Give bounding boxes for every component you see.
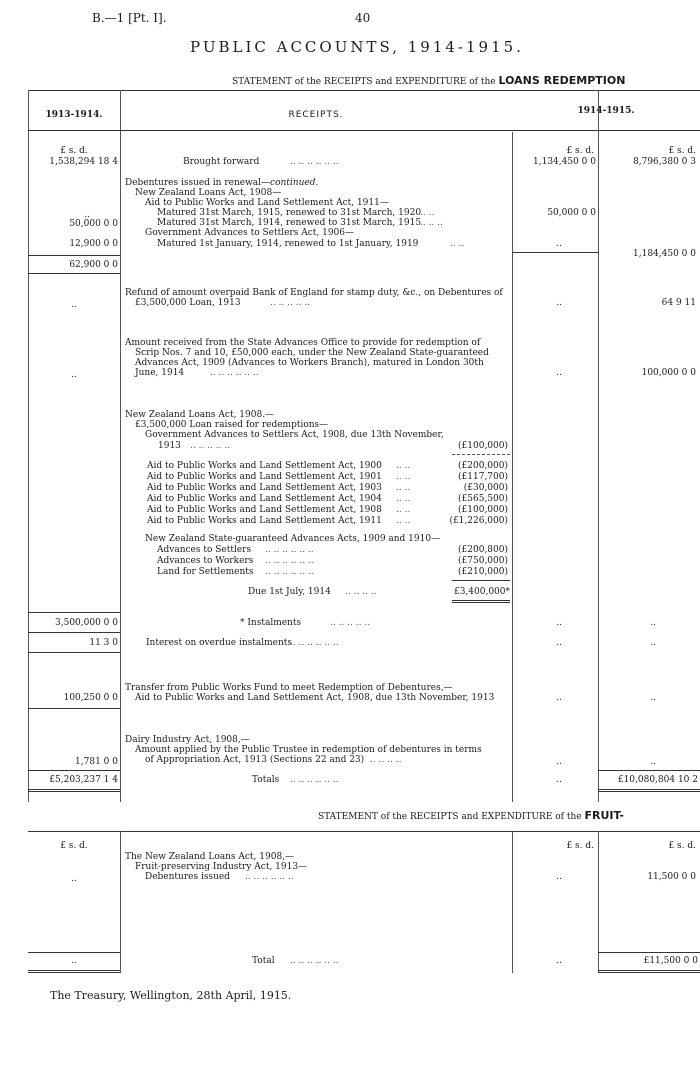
rule (28, 632, 120, 633)
rule-header (28, 130, 700, 131)
nzla-gov-amt: (£100,000) (458, 441, 508, 451)
instal-prev: 3,500,000 0 0 (55, 618, 118, 628)
page-ref: B.—1 [Pt. I]. (92, 11, 167, 25)
refund-l2: £3,500,000 Loan, 1913 (135, 298, 241, 308)
rule (512, 252, 598, 253)
rule-left (28, 90, 29, 802)
dots: .. .. .. .. .. .. (265, 567, 314, 577)
rule (28, 789, 120, 792)
col-prev-header: 1913-1914. (45, 110, 103, 120)
nzla-item-label: Aid to Public Works and Land Settlement Act, 1911 (147, 516, 382, 526)
col-curr-header: 1914-1915. (577, 106, 635, 116)
adv-l1: Amount received from the State Advances Office to provide for redemption of (125, 338, 481, 348)
instal-b: .. (650, 618, 656, 628)
rule (28, 831, 700, 832)
brought-a: 1,134,450 0 0 (533, 157, 596, 167)
dairy-l2: Amount applied by the Public Trustee in redemption of debentures in terms (135, 745, 482, 755)
refund-l1: Refund of amount overpaid Bank of England for stamp duty, &c., on Debentures of (125, 288, 503, 298)
adv-b: 100,000 0 0 (641, 368, 696, 378)
rule (598, 970, 700, 973)
transfer-a: .. (556, 693, 562, 703)
totals-a: .. (556, 775, 562, 785)
interest-label: Interest on overdue instalments (146, 638, 293, 648)
deb-m1: Matured 31st March, 1915, renewed to 31st March, 1920 (157, 208, 422, 218)
adv-prev: .. (71, 370, 77, 380)
dots: .. .. .. .. .. .. (265, 545, 314, 555)
rule (598, 952, 700, 953)
footer-text: The Treasury, Wellington, 28th April, 1915. (50, 989, 292, 1002)
dots: .. .. .. .. .. .. (290, 638, 339, 648)
totals-b: £10,080,804 10 2 (617, 775, 698, 785)
adv-a: .. (556, 368, 562, 378)
rule (28, 970, 120, 973)
dairy-l3: of Appropriation Act, 1913 (Sections 22 and 23) (145, 755, 365, 765)
adv-l3: Advances Act, 1909 (Advances to Workers Branch), matured in London 30th (135, 358, 484, 368)
rule (512, 831, 513, 973)
s2-l3: Debentures issued (145, 872, 230, 882)
dots: .. .. .. .. .. (270, 298, 311, 308)
col-receipts-header: RECEIPTS. (288, 110, 344, 120)
deb-b-total: 1,184,450 0 0 (633, 249, 696, 259)
rule (28, 708, 120, 709)
nzla-item-amount: (£100,000) (458, 505, 508, 515)
brought-label: Brought forward (183, 157, 260, 167)
nzla-item-amount: (£200,000) (458, 461, 508, 471)
dots: .. .. (396, 461, 411, 471)
nzla-item-amount: (£30,000) (463, 483, 508, 493)
rule (28, 612, 120, 613)
brought-b: 8,796,380 0 3 (633, 157, 696, 167)
rule (28, 255, 120, 256)
rule (452, 454, 510, 455)
totals-label: Totals (252, 775, 280, 785)
deb-m3: Matured 1st January, 1914, renewed to 1st January, 1919 (157, 239, 419, 249)
s2-unit-a: £ s. d. (566, 841, 594, 851)
adv-l2: Scrip Nos. 7 and 10, £50,000 each, under the New Zealand State-guaranteed (135, 348, 489, 358)
dots: .. .. .. .. .. (190, 441, 231, 451)
rule (452, 580, 510, 581)
rule-col3 (598, 90, 599, 802)
sg-item-amount: (£750,000) (458, 556, 508, 566)
s2-unit-b: £ s. d. (668, 841, 696, 851)
rule (598, 789, 700, 792)
page-title: PUBLIC ACCOUNTS, 1914-1915. (190, 38, 524, 56)
dots: .. .. (420, 208, 435, 218)
rule (28, 273, 120, 274)
sg-item-label: Advances to Settlers (157, 545, 252, 555)
deb-prev-m3: 12,900 0 0 (69, 239, 118, 249)
refund-b: 64 9 11 (661, 298, 696, 308)
nzla-item-amount: (£565,500) (458, 494, 508, 504)
deb-prev-total: 62,900 0 0 (69, 260, 118, 270)
interest-prev: 11 3 0 (89, 638, 118, 648)
s2-total-prev: .. (71, 956, 77, 966)
sg-item-label: Advances to Workers (157, 556, 254, 566)
page-number: 40 (355, 11, 371, 25)
dairy-a: .. (556, 757, 562, 767)
nzla-item-label: Aid to Public Works and Land Settlement Act, 1903 (147, 483, 382, 493)
transfer-b: .. (650, 693, 656, 703)
dots: .. .. .. .. (370, 755, 402, 765)
s2-l2: Fruit-preserving Industry Act, 1913— (135, 862, 308, 872)
dots: .. .. (396, 472, 411, 482)
nzla-item-label: Aid to Public Works and Land Settlement Act, 1908 (147, 505, 382, 515)
statement2-title: STATEMENT of the RECEIPTS and EXPENDITURE of the FRUIT- (318, 809, 624, 822)
nzla-item-amount: (£117,700) (458, 472, 508, 482)
unit-curr-b: £ s. d. (668, 146, 696, 156)
transfer-l1: Transfer from Public Works Fund to meet Redemption of Debentures,— (125, 683, 453, 693)
nzla-gov1: Government Advances to Settlers Act, 1908, due 13th November, (145, 430, 444, 440)
rule (598, 770, 700, 771)
deb-m2: Matured 31st March, 1914, renewed to 31st March, 1915 (157, 218, 422, 228)
deb-prev-m2: 50,000 0 0 (69, 219, 118, 229)
dairy-l1: Dairy Industry Act, 1908,— (125, 735, 250, 745)
dots: .. .. (396, 494, 411, 504)
nzla-due: Due 1st July, 1914 (248, 587, 331, 597)
dairy-prev: 1,781 0 0 (75, 757, 118, 767)
s2-l1: The New Zealand Loans Act, 1908,— (125, 852, 295, 862)
nzla-due-amt: £3,400,000* (453, 587, 510, 597)
dots: .. .. .. .. .. (330, 618, 371, 628)
rule (452, 600, 510, 603)
s2-b: 11,500 0 0 (647, 872, 696, 882)
dots: .. .. .. .. .. .. (265, 556, 314, 566)
rule-top (28, 90, 700, 91)
dots: .. .. .. (420, 218, 443, 228)
s2-total-a: .. (556, 956, 562, 966)
transfer-l2: Aid to Public Works and Land Settlement Act, 1908, due 13th November, 1913 (135, 693, 495, 703)
deb-a-m1: 50,000 0 0 (547, 208, 596, 218)
statement1-title: STATEMENT of the RECEIPTS and EXPENDITURE of the LOANS REDEMPTION (232, 74, 626, 87)
dots: .. .. (396, 505, 411, 515)
dairy-b: .. (650, 757, 656, 767)
nzla-item-label: Aid to Public Works and Land Settlement Act, 1900 (147, 461, 382, 471)
deb-head: Debentures issued in renewal—continued. (125, 178, 319, 188)
rule (120, 831, 121, 973)
s2-a: .. (556, 872, 562, 882)
sg-item-label: Land for Settlements (157, 567, 254, 577)
nzla-head: New Zealand Loans Act, 1908.— (125, 410, 275, 420)
nzla-gov2: 1913 (158, 441, 181, 451)
deb-a-m3: .. (556, 239, 562, 249)
rule (28, 952, 120, 953)
adv-l4: June, 1914 (135, 368, 185, 378)
nzla-item-label: Aid to Public Works and Land Settlement Act, 1904 (147, 494, 382, 504)
dots: .. .. (396, 483, 411, 493)
dots: .. .. .. .. .. .. (290, 956, 339, 966)
dots: .. .. .. .. .. .. (210, 368, 259, 378)
rule (28, 770, 120, 771)
refund-prev: .. (71, 300, 77, 310)
nzla-sub: £3,500,000 Loan raised for redemptions— (135, 420, 329, 430)
nzla-item-label: Aid to Public Works and Land Settlement Act, 1901 (147, 472, 382, 482)
deb-gov: Government Advances to Settlers Act, 1906— (145, 228, 354, 238)
s2-unit-prev: £ s. d. (60, 841, 88, 851)
interest-b: .. (650, 638, 656, 648)
sg-item-amount: (£200,800) (458, 545, 508, 555)
refund-a: .. (556, 298, 562, 308)
instal-a: .. (556, 618, 562, 628)
instal-label: * Instalments (240, 618, 302, 628)
deb-act: New Zealand Loans Act, 1908— (135, 188, 282, 198)
nzla-item-amount: (£1,226,000) (449, 516, 508, 526)
dots: .. .. .. .. .. .. (245, 872, 294, 882)
dots: .. .. .. .. (345, 587, 377, 597)
unit-curr-a: £ s. d. (566, 146, 594, 156)
deb-aid: Aid to Public Works and Land Settlement Act, 1911— (145, 198, 389, 208)
sg-item-amount: (£210,000) (458, 567, 508, 577)
unit-prev: £ s. d. (60, 146, 88, 156)
interest-a: .. (556, 638, 562, 648)
rule (28, 652, 120, 653)
brought-prev: 1,538,294 18 4 (49, 157, 118, 167)
s2-total-label: Total (252, 956, 275, 966)
dots: .. .. (450, 239, 465, 249)
transfer-prev: 100,250 0 0 (63, 693, 118, 703)
nzla-sg: New Zealand State-guaranteed Advances Acts, 1909 and 1910— (145, 534, 441, 544)
totals-prev: £5,203,237 1 4 (49, 775, 118, 785)
deb-prev-m1: .. (84, 210, 90, 220)
dots: .. .. .. .. .. .. (290, 775, 339, 785)
dots: .. .. .. .. .. .. (290, 157, 339, 167)
s2-prev: .. (71, 874, 77, 884)
dots: .. .. (396, 516, 411, 526)
rule-col1 (120, 90, 121, 802)
s2-total-b: £11,500 0 0 (643, 956, 698, 966)
